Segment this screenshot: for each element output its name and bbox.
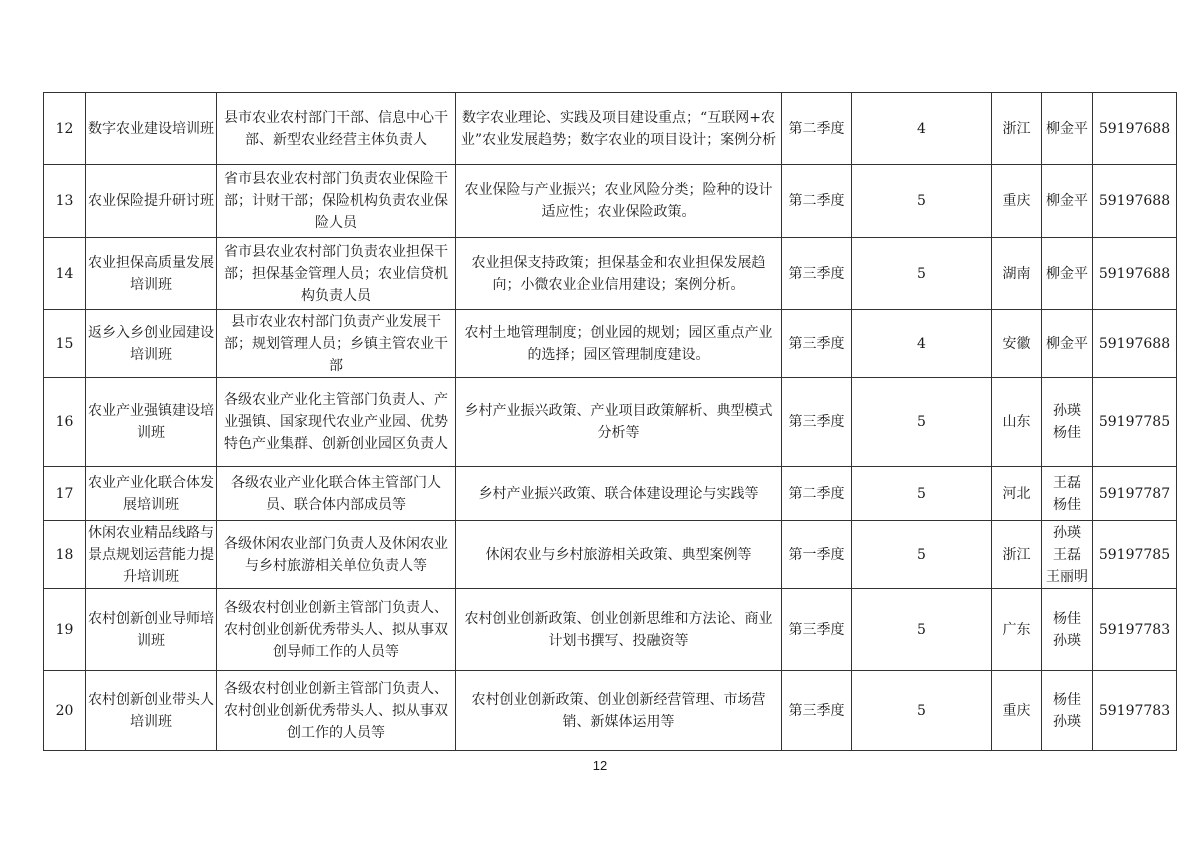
row-number-cell: 17 xyxy=(44,467,86,521)
contact-person: 王丽明 xyxy=(1046,568,1088,585)
location-cell: 湖南 xyxy=(992,238,1042,310)
training-plan-table xyxy=(43,92,1177,751)
course-name-cell: 农业保险提升研讨班 xyxy=(86,165,217,238)
contact-person: 王磊 xyxy=(1053,474,1081,491)
contact-person: 孙瑛 xyxy=(1053,713,1081,730)
location-cell: 河北 xyxy=(992,467,1042,521)
course-content-cell: 农业担保支持政策；担保基金和农业担保发展趋向；小微农业企业信用建设；案例分析。 xyxy=(456,238,782,310)
row-number-cell: 18 xyxy=(44,521,86,589)
course-name-cell: 农业担保高质量发展培训班 xyxy=(86,238,217,310)
quarter-cell: 第一季度 xyxy=(782,521,852,589)
days-cell: 5 xyxy=(852,238,992,310)
contact-cell xyxy=(1042,310,1093,378)
row-number-cell: 20 xyxy=(44,671,86,751)
row-number-cell: 13 xyxy=(44,165,86,238)
days-cell: 5 xyxy=(852,378,992,467)
quarter-cell: 第三季度 xyxy=(782,671,852,751)
page-number: 12 xyxy=(592,758,608,773)
phone-cell: 59197785 xyxy=(1093,521,1177,589)
trainees-cell: 省市县农业农村部门负责农业保险干部；计财干部；保险机构负责农业保险人员 xyxy=(217,165,456,238)
quarter-cell: 第三季度 xyxy=(782,310,852,378)
table-row xyxy=(44,310,1177,378)
contact-person: 孙瑛 xyxy=(1053,403,1081,419)
course-content-cell: 休闲农业与乡村旅游相关政策、典型案例等 xyxy=(456,521,782,589)
location-cell: 安徽 xyxy=(992,310,1042,378)
course-content-cell: 农村土地管理制度；创业园的规划；园区重点产业的选择；园区管理制度建设。 xyxy=(456,310,782,378)
contact-person: 柳金平 xyxy=(1046,335,1088,352)
course-content-cell: 农村创业创新政策、创业创新思维和方法论、商业计划书撰写、投融资等 xyxy=(456,589,782,671)
location-cell: 浙江 xyxy=(992,521,1042,589)
days-cell: 5 xyxy=(852,165,992,238)
contact-person: 杨佳 xyxy=(1053,425,1081,441)
table-row xyxy=(44,671,1177,751)
quarter-cell: 第三季度 xyxy=(782,589,852,671)
trainees-cell: 县市农业农村部门干部、信息中心干部、新型农业经营主体负责人 xyxy=(217,93,456,165)
table-row xyxy=(44,165,1177,238)
course-content-cell: 乡村产业振兴政策、联合体建设理论与实践等 xyxy=(456,467,782,521)
course-name-cell: 返乡入乡创业园建设培训班 xyxy=(86,310,217,378)
contact-person: 柳金平 xyxy=(1046,193,1088,209)
location-cell: 广东 xyxy=(992,589,1042,671)
course-name-cell: 农村创新创业带头人培训班 xyxy=(86,671,217,751)
trainees-cell: 省市县农业农村部门负责农业担保干部；担保基金管理人员；农业信贷机构负责人员 xyxy=(217,238,456,310)
row-number-cell: 12 xyxy=(44,93,86,165)
contact-cell xyxy=(1042,671,1093,751)
course-name-cell: 休闲农业精品线路与景点规划运营能力提升培训班 xyxy=(86,521,217,589)
contact-cell xyxy=(1042,238,1093,310)
phone-cell: 59197783 xyxy=(1093,589,1177,671)
table-row xyxy=(44,589,1177,671)
contact-person: 孙瑛 xyxy=(1053,632,1081,649)
phone-cell: 59197688 xyxy=(1093,93,1177,165)
contact-person: 杨佳 xyxy=(1053,691,1081,708)
trainees-cell: 各级农业产业化主管部门负责人、产业强镇、国家现代农业产业园、优势特色产业集群、创新创业园区负责人 xyxy=(217,378,456,467)
days-cell: 5 xyxy=(852,521,992,589)
quarter-cell: 第二季度 xyxy=(782,467,852,521)
contact-cell xyxy=(1042,467,1093,521)
contact-cell xyxy=(1042,93,1093,165)
phone-cell: 59197787 xyxy=(1093,467,1177,521)
quarter-cell: 第三季度 xyxy=(782,238,852,310)
table-row xyxy=(44,378,1177,467)
trainees-cell: 各级农业产业化联合体主管部门人员、联合体内部成员等 xyxy=(217,467,456,521)
course-name-cell: 数字农业建设培训班 xyxy=(86,93,217,165)
contact-cell xyxy=(1042,165,1093,238)
days-cell: 4 xyxy=(852,310,992,378)
days-cell: 4 xyxy=(852,93,992,165)
phone-cell: 59197785 xyxy=(1093,378,1177,467)
row-number-cell: 16 xyxy=(44,378,86,467)
course-content-cell: 农业保险与产业振兴；农业风险分类；险种的设计适应性；农业保险政策。 xyxy=(456,165,782,238)
course-content-cell: 农村创业创新政策、创业创新经营管理、市场营销、新媒体运用等 xyxy=(456,671,782,751)
quarter-cell: 第二季度 xyxy=(782,93,852,165)
days-cell: 5 xyxy=(852,589,992,671)
phone-cell: 59197688 xyxy=(1093,310,1177,378)
table-body xyxy=(44,93,1177,751)
location-cell: 浙江 xyxy=(992,93,1042,165)
table-row xyxy=(44,521,1177,589)
phone-cell: 59197688 xyxy=(1093,165,1177,238)
days-cell: 5 xyxy=(852,467,992,521)
phone-cell: 59197688 xyxy=(1093,238,1177,310)
phone-cell: 59197783 xyxy=(1093,671,1177,751)
trainees-cell: 县市农业农村部门负责产业发展干部；规划管理人员；乡镇主管农业干部 xyxy=(217,310,456,378)
course-name-cell: 农村创新创业导师培训班 xyxy=(86,589,217,671)
trainees-cell: 各级农村创业创新主管部门负责人、农村创业创新优秀带头人、拟从事双创工作的人员等 xyxy=(217,671,456,751)
row-number-cell: 19 xyxy=(44,589,86,671)
contact-cell xyxy=(1042,589,1093,671)
row-number-cell: 14 xyxy=(44,238,86,310)
table-row xyxy=(44,467,1177,521)
table-row xyxy=(44,93,1177,165)
location-cell: 重庆 xyxy=(992,671,1042,751)
contact-person: 王磊 xyxy=(1053,546,1081,563)
course-name-cell: 农业产业化联合体发展培训班 xyxy=(86,467,217,521)
trainees-cell: 各级农村创业创新主管部门负责人、农村创业创新优秀带头人、拟从事双创导师工作的人员等 xyxy=(217,589,456,671)
row-number-cell: 15 xyxy=(44,310,86,378)
location-cell: 山东 xyxy=(992,378,1042,467)
course-name-cell: 农业产业强镇建设培训班 xyxy=(86,378,217,467)
course-content-cell: 数字农业理论、实践及项目建设重点；“互联网+农业”农业发展趋势；数字农业的项目设计；案例分析 xyxy=(456,93,782,165)
contact-person: 杨佳 xyxy=(1053,610,1081,627)
table-row xyxy=(44,238,1177,310)
contact-person: 杨佳 xyxy=(1053,496,1081,513)
days-cell: 5 xyxy=(852,671,992,751)
course-content-cell: 乡村产业振兴政策、产业项目政策解析、典型模式分析等 xyxy=(456,378,782,467)
contact-cell xyxy=(1042,378,1093,467)
location-cell: 重庆 xyxy=(992,165,1042,238)
contact-person: 柳金平 xyxy=(1046,120,1088,137)
contact-cell xyxy=(1042,521,1093,589)
contact-person: 孙瑛 xyxy=(1053,524,1081,541)
trainees-cell: 各级休闲农业部门负责人及休闲农业与乡村旅游相关单位负责人等 xyxy=(217,521,456,589)
quarter-cell: 第二季度 xyxy=(782,165,852,238)
quarter-cell: 第三季度 xyxy=(782,378,852,467)
contact-person: 柳金平 xyxy=(1046,265,1088,282)
